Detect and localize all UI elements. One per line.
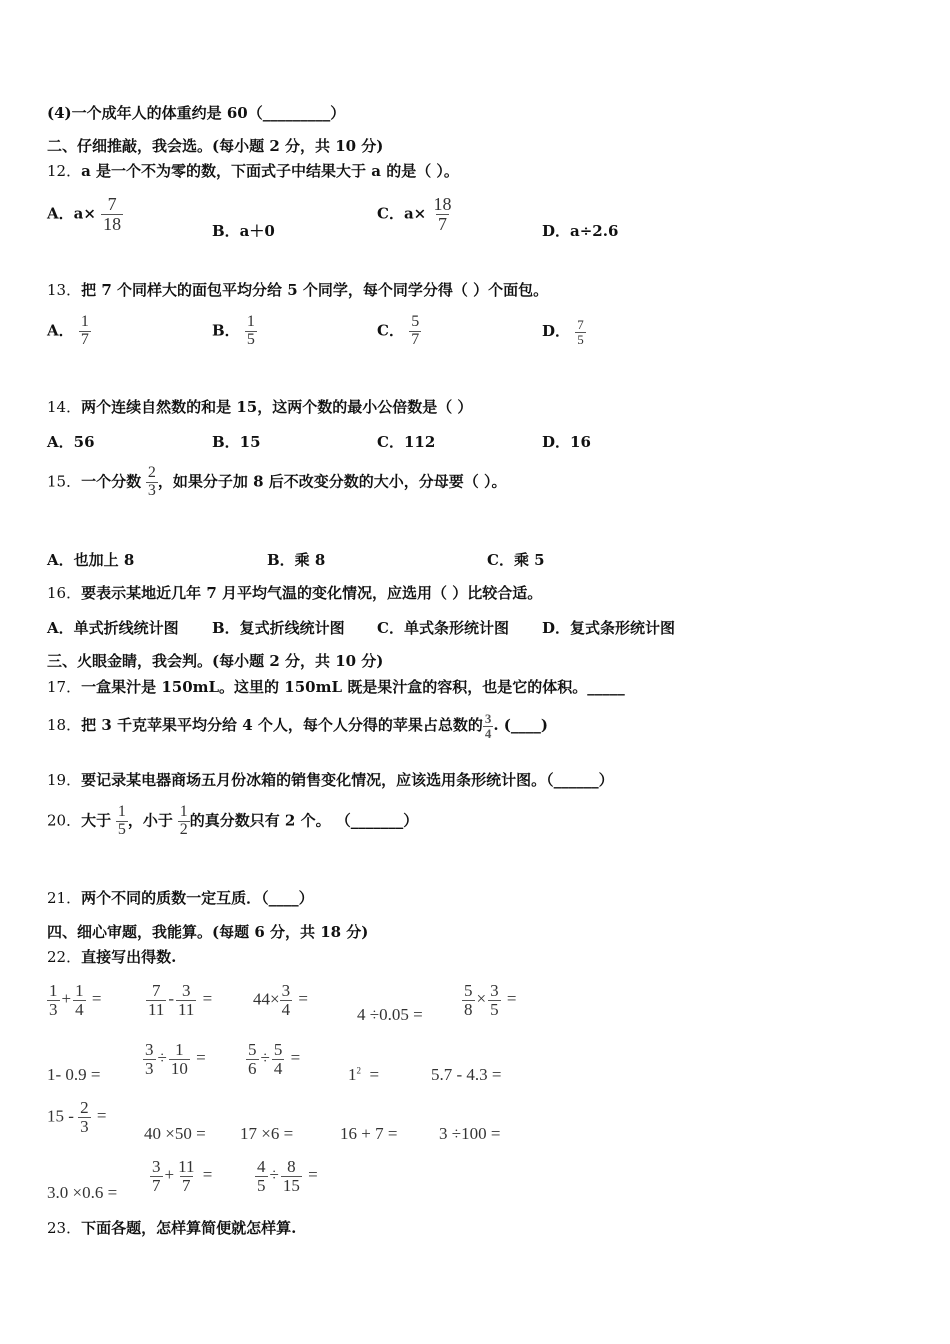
fraction: $\frac{3}{4}$ [281,981,291,1019]
q13-option-b-fraction: $\frac{1}{5}$ [246,313,255,348]
calc-r4a: 3.0 ×0.6 = [47,1183,118,1202]
fraction: $\frac{1}{4}$ [75,981,84,1019]
q13-option-c[interactable] [377,314,421,349]
q16-stem [47,583,542,603]
q13-stem [47,280,548,300]
q16-text: 要表示某地近几年 7 月平均气温的变化情况，应选用（ ）比较合适。 [81,584,543,602]
q13-option-a-fraction: $\frac{1}{7}$ [80,313,89,348]
q16-option-c[interactable]: C．单式条形统计图 [377,619,509,637]
q17-number: 17． [47,678,82,696]
q17-answer-blank[interactable]: _____ [587,678,625,696]
q16-number: 16． [47,584,82,602]
calc-r1e: $\frac{5}{8}$ × $\frac{3}{5}$ = [464,981,517,1019]
q20-stem [47,804,418,839]
calc-r2d: $1^2$ = [348,1065,380,1084]
q14-option-c[interactable]: C．112 [377,433,436,451]
q13-option-b[interactable] [212,314,257,349]
q15-number: 15． [47,472,82,491]
q17-stem [47,677,625,697]
q20-text-mid: ，小于 [127,811,173,830]
q19-text[interactable]: 要记录某电器商场五月份冰箱的销售变化情况，应该选用条形统计图。（______） [81,771,614,789]
fraction: $\frac{2}{3}$ [80,1098,89,1136]
q15-option-c[interactable]: C．乘 5 [487,551,545,569]
calc-r3b: 40 ×50 = [144,1124,206,1143]
fraction: $\frac{8}{15}$ [282,1157,300,1195]
q14-number: 14． [47,398,82,416]
q12-option-c-fraction: $\frac{18}{7}$ [433,194,452,234]
q13-option-d[interactable] [542,318,586,346]
q15-text-pre: 一个分数 [81,472,142,491]
fraction: $\frac{1}{3}$ [49,981,58,1019]
q11-part4: (4)一个成年人的体重约是 60（_________） [47,104,346,122]
q12-stem [47,161,459,181]
calc-r3d: 16 + 7 = [340,1124,398,1143]
calc-r2c: $\frac{5}{6}$ ÷ $\frac{5}{4}$ = [248,1040,301,1078]
fraction: $\frac{7}{11}$ [148,981,165,1019]
q15-stem [47,465,507,500]
q20-number: 20． [47,811,82,830]
section-4-title: 四、细心审题，我能算。(每题 6 分，共 18 分) [47,923,369,941]
fraction: $\frac{1}{10}$ [170,1040,188,1078]
q12-option-c-label: C．a× [377,204,427,223]
calc-r4c: $\frac{4}{5}$ ÷ $\frac{8}{15}$ = [257,1157,318,1195]
q21-number: 21． [47,889,82,907]
q12-number: 12． [47,162,82,180]
fraction: $\frac{4}{5}$ [257,1157,266,1195]
q12-option-a-fraction: $\frac{7}{18}$ [103,194,122,234]
q13-option-d-label: D． [542,322,571,341]
fraction: $\frac{11}{7}$ [178,1157,195,1195]
fraction: $\frac{3}{3}$ [145,1040,154,1078]
q23-stem [47,1218,296,1238]
q13-number: 13． [47,281,82,299]
q22-number: 22． [47,948,82,966]
q16-option-d[interactable]: D．复式条形统计图 [542,619,676,637]
calc-r1b: $\frac{7}{11}$ - $\frac{3}{11}$ = [148,981,213,1019]
q20-text-post[interactable]: 的真分数只有 2 个。 （_______） [189,811,419,830]
q12-option-d[interactable]: D．a÷2.6 [542,222,619,240]
q13-option-c-label: C． [377,321,404,340]
q22-stem [47,947,176,967]
q15-text-post: ，如果分子加 8 后不改变分数的大小，分母要（ ）。 [157,472,507,491]
calc-r2b: $\frac{3}{3}$ ÷ $\frac{1}{10}$ = [145,1040,206,1078]
fraction: $\frac{5}{6}$ [248,1040,257,1078]
q14-option-b[interactable]: B．15 [212,433,261,451]
q16-option-b[interactable]: B．复式折线统计图 [212,619,345,637]
fraction: $\frac{3}{11}$ [178,981,195,1019]
calc-r4b: $\frac{3}{7}$ + $\frac{11}{7}$ = [152,1157,213,1195]
calc-r1a: $\frac{1}{3}$ + $\frac{1}{4}$ = [49,981,102,1019]
q22-text: 直接写出得数. [81,948,177,966]
section-3-title: 三、火眼金睛，我会判。(每小题 2 分，共 10 分) [47,652,384,670]
calc-r1d: 4 ÷0.05 = [357,1005,423,1024]
q20-fraction-1: $\frac{1}{5}$ [117,803,126,838]
q16-option-a[interactable]: A．单式折线统计图 [47,619,179,637]
q21-stem [47,888,314,908]
q18-number: 18． [47,716,82,735]
q20-text-pre: 大于 [81,811,112,830]
q18-stem [47,712,548,740]
q14-option-d[interactable]: D．16 [542,433,591,451]
q13-text: 把 7 个同样大的面包平均分给 5 个同学，每个同学分得（ ）个面包。 [81,281,549,299]
q13-option-c-fraction: $\frac{5}{7}$ [411,313,420,348]
q20-fraction-2: $\frac{1}{2}$ [179,803,188,838]
calc-r3a: 15 - $\frac{2}{3}$ = [47,1098,107,1136]
q12-option-b[interactable]: B．a＋0 [212,222,275,240]
q19-stem [47,770,614,790]
q23-number: 23． [47,1219,82,1237]
q12-option-a[interactable] [47,195,123,234]
q17-text: 一盒果汁是 150mL。这里的 150mL 既是果汁盒的容积，也是它的体积。 [81,678,588,696]
q12-option-a-label: A．a× [47,204,96,223]
q14-stem [47,397,472,417]
q21-text[interactable]: 两个不同的质数一定互质．（____） [81,889,314,907]
q15-option-a[interactable]: A．也加上 8 [47,551,135,569]
fraction: $\frac{3}{5}$ [490,981,499,1019]
calc-r1c: 44× $\frac{3}{4}$ = [253,981,308,1019]
q18-text-pre: 把 3 千克苹果平均分给 4 个人，每个人分得的苹果占总数的 [81,716,483,735]
q13-option-d-fraction: $\frac{7}{5}$ [577,317,584,347]
q15-fraction: $\frac{2}{3}$ [147,464,156,499]
calc-r3e: 3 ÷100 = [439,1124,501,1143]
calc-r3c: 17 ×6 = [240,1124,294,1143]
section-2-title: 二、仔细推敲，我会选。(每小题 2 分，共 10 分) [47,137,384,155]
q13-option-a-label: A． [47,321,74,340]
q14-option-a[interactable]: A．56 [47,433,95,451]
q18-fraction: $\frac{3}{4}$ [484,711,492,741]
q12-text: a 是一个不为零的数，下面式子中结果大于 a 的是（ ）。 [81,162,459,180]
q12-option-c[interactable] [377,195,453,234]
q14-text: 两个连续自然数的和是 15，这两个数的最小公倍数是（ ） [81,398,473,416]
q13-option-a[interactable] [47,314,91,349]
fraction: $\frac{5}{4}$ [273,1040,283,1078]
q23-text: 下面各题，怎样算简便就怎样算. [81,1219,297,1237]
q19-number: 19． [47,771,82,789]
q18-text-post[interactable]: . (____) [493,716,548,735]
calc-r2a: 1- 0.9 = [47,1065,101,1084]
calc-r2e: 5.7 - 4.3 = [431,1065,502,1084]
q13-option-b-label: B． [212,321,240,340]
q15-option-b[interactable]: B．乘 8 [267,551,326,569]
fraction: $\frac{5}{8}$ [464,981,473,1019]
fraction: $\frac{3}{7}$ [152,1157,161,1195]
